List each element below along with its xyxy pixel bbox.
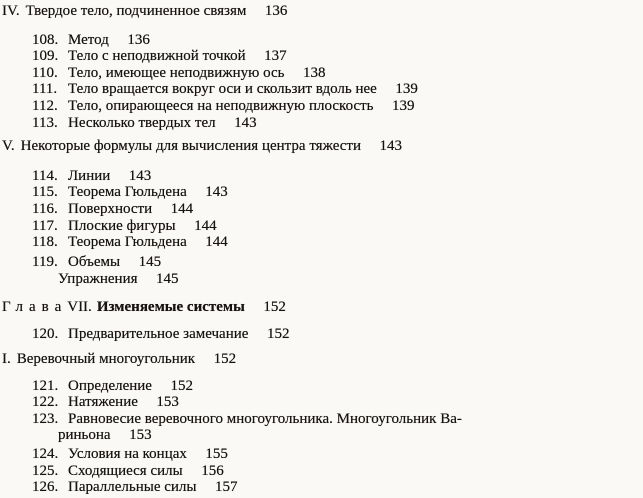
page-number: 153 bbox=[156, 394, 179, 411]
toc-section-iv bbox=[2, 3, 640, 20]
page-number: 157 bbox=[215, 479, 238, 496]
entry-number: 124. bbox=[32, 446, 59, 463]
page-number: 144 bbox=[170, 200, 194, 217]
entry-number: 117. bbox=[32, 217, 58, 234]
entry-title: Линии bbox=[68, 167, 111, 184]
entry-number: 115. bbox=[32, 184, 58, 201]
toc-item-123-line1 bbox=[2, 411, 640, 428]
page-number: 143 bbox=[379, 138, 403, 155]
page-number: 139 bbox=[392, 97, 415, 114]
toc-item-119 bbox=[2, 254, 640, 271]
toc-item-126 bbox=[2, 479, 640, 496]
page-number: 156 bbox=[201, 462, 224, 479]
toc-item-113 bbox=[2, 115, 640, 132]
section-numeral: I. bbox=[2, 351, 11, 368]
page-number: 143 bbox=[128, 167, 152, 184]
entry-number: 114. bbox=[32, 167, 58, 184]
toc-item-111 bbox=[2, 81, 640, 98]
toc-item-112 bbox=[2, 98, 640, 115]
page-number: 136 bbox=[127, 31, 150, 48]
entry-title: Тело, имеющее неподвижную ось bbox=[68, 64, 285, 81]
entry-number: 110. bbox=[32, 64, 58, 81]
page-number: 152 bbox=[170, 377, 193, 394]
entry-title: Параллельные силы bbox=[68, 479, 197, 496]
page-number: 137 bbox=[264, 48, 287, 65]
section-title: Некоторые формулы для вычисления центра тяжести bbox=[20, 138, 362, 155]
page-number: 144 bbox=[194, 217, 217, 234]
toc-item-108 bbox=[2, 32, 640, 49]
entry-number: 112. bbox=[32, 97, 58, 114]
toc-item-114 bbox=[2, 168, 640, 185]
entry-title: Натяжение bbox=[68, 394, 138, 411]
section-title: Веревочный многоугольник bbox=[16, 351, 196, 368]
entry-title: Объемы bbox=[68, 253, 121, 270]
page-number: 136 bbox=[264, 3, 288, 19]
entry-number: 126. bbox=[32, 479, 59, 496]
page-number: 139 bbox=[395, 81, 418, 98]
toc-item-120 bbox=[2, 326, 640, 343]
entry-number: 118. bbox=[32, 234, 58, 251]
toc-item-116 bbox=[2, 201, 640, 218]
entry-title: Плоские фигуры bbox=[68, 217, 176, 234]
page-number: 145 bbox=[156, 271, 179, 288]
entry-title: Сходящиеся силы bbox=[68, 462, 183, 479]
page-number: 155 bbox=[205, 446, 228, 463]
section-title: Твердое тело, подчиненное связям bbox=[25, 3, 247, 19]
toc-item-122 bbox=[2, 394, 640, 411]
toc-section-v bbox=[2, 138, 640, 155]
entry-number: 122. bbox=[32, 394, 59, 411]
page-number: 153 bbox=[129, 427, 152, 444]
entry-number: 108. bbox=[32, 31, 59, 48]
page-number: 152 bbox=[263, 298, 286, 315]
chapter-title: Изменяемые системы bbox=[96, 298, 245, 315]
toc-item-118 bbox=[2, 234, 640, 251]
entry-number: 116. bbox=[32, 200, 58, 217]
entry-title-continuation: риньона bbox=[58, 427, 111, 444]
page-number: 144 bbox=[205, 234, 228, 251]
entry-number: 113. bbox=[32, 114, 58, 131]
page-number: 152 bbox=[213, 351, 237, 368]
page-number: 138 bbox=[302, 64, 326, 81]
entry-number: 120. bbox=[32, 325, 59, 342]
toc-item-110 bbox=[2, 65, 640, 82]
page-number: 145 bbox=[138, 253, 162, 270]
toc-item-121 bbox=[2, 378, 640, 395]
entry-number: 125. bbox=[32, 462, 59, 479]
toc-item-exercises bbox=[2, 271, 640, 288]
toc-item-109 bbox=[2, 48, 640, 65]
toc-item-117 bbox=[2, 218, 640, 235]
entry-title: Несколько твердых тел bbox=[68, 114, 216, 131]
entry-title: Поверхности bbox=[68, 200, 153, 217]
entry-number: 123. bbox=[32, 410, 59, 427]
entry-title: Метод bbox=[68, 31, 109, 48]
page-number: 152 bbox=[266, 325, 290, 342]
toc-item-125 bbox=[2, 463, 640, 480]
section-numeral: IV. bbox=[2, 3, 20, 19]
section-numeral: V. bbox=[2, 138, 15, 155]
toc-item-124 bbox=[2, 446, 640, 463]
entry-title: Упражнения bbox=[58, 271, 138, 288]
chapter-word: Глава bbox=[2, 298, 68, 315]
entry-title: Теорема Гюльдена bbox=[68, 234, 187, 251]
toc-item-115 bbox=[2, 184, 640, 201]
entry-title: Тело с неподвижной точкой bbox=[68, 48, 246, 65]
toc-item-123-line2 bbox=[2, 427, 640, 444]
entry-number: 119. bbox=[32, 253, 58, 270]
entry-title: Тело, опирающееся на неподвижную плоскость bbox=[68, 97, 374, 114]
entry-number: 121. bbox=[32, 377, 59, 394]
toc-section-i bbox=[2, 351, 640, 368]
entry-title: Тело вращается вокруг оси и скользит вдоль нее bbox=[68, 81, 377, 98]
page-number: 143 bbox=[205, 184, 228, 201]
entry-title: Равновесие веревочного многоугольника. Многоугольник Ва- bbox=[68, 410, 462, 427]
entry-number: 109. bbox=[32, 48, 59, 65]
entry-number: 111. bbox=[32, 81, 58, 98]
entry-title: Предварительное замечание bbox=[68, 325, 249, 342]
entry-title: Теорема Гюльдена bbox=[68, 184, 187, 201]
toc-chapter-vii bbox=[2, 299, 640, 316]
entry-title: Определение bbox=[68, 377, 152, 394]
entry-title: Условия на концах bbox=[68, 446, 187, 463]
chapter-numeral: VII. bbox=[67, 298, 92, 315]
page-number: 143 bbox=[234, 114, 257, 131]
